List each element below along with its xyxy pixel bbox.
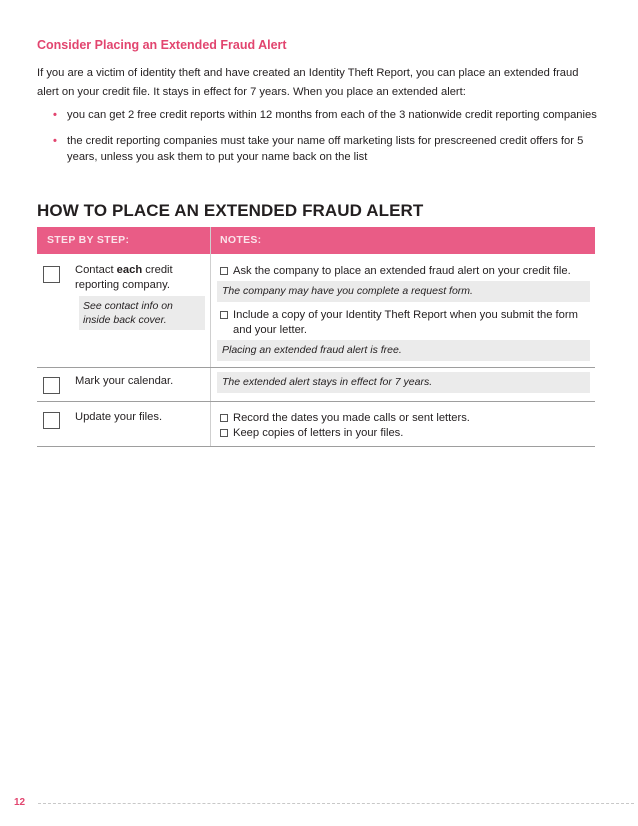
step-label: Mark your calendar.	[75, 375, 174, 387]
list-item	[53, 107, 601, 124]
step-checkbox[interactable]	[43, 266, 60, 283]
checkbox-icon	[220, 267, 228, 275]
footer-divider	[38, 803, 634, 804]
step-column-header: STEP BY STEP:	[47, 234, 130, 246]
checkbox-icon	[220, 414, 228, 422]
intro-heading: Consider Placing an Extended Fraud Alert	[37, 38, 287, 52]
row-divider	[37, 446, 595, 447]
section-title: HOW TO PLACE AN EXTENDED FRAUD ALERT	[37, 201, 424, 220]
note-item: Ask the company to place an extended fraud alert on your credit file.	[220, 264, 590, 279]
bullet-text: the credit reporting companies must take your name off marketing lists for prescreened credit offers for 5 years, unless you ask them to put your name back on the list	[67, 134, 584, 163]
step-label: Contact each credit reporting company.	[75, 264, 173, 291]
note-item: Record the dates you made calls or sent letters.	[220, 411, 590, 426]
bullet-icon: •	[53, 109, 57, 121]
page-number: 12	[14, 797, 26, 808]
checkbox-icon	[220, 429, 228, 437]
column-divider	[210, 227, 211, 447]
notes-column-header: NOTES:	[220, 234, 262, 246]
steps-table	[37, 227, 595, 447]
intro-paragraph: If you are a victim of identity theft and have created an Identity Theft Report, you can place an extended fraud alert on your credit file. It stays in effect for 7 years. When you place an extended alert:	[37, 67, 579, 98]
note-item: Keep copies of letters in your files.	[220, 426, 590, 441]
shaded-note: The company may have you complete a request form.	[217, 281, 590, 302]
table-header	[37, 227, 595, 254]
benefits-list	[53, 107, 601, 175]
row-divider	[37, 367, 595, 368]
contact-info-note: See contact info on inside back cover.	[79, 296, 205, 330]
row-divider	[37, 401, 595, 402]
note-item: Include a copy of your Identity Theft Report when you submit the form and your letter.	[220, 308, 590, 337]
step-checkbox[interactable]	[43, 377, 60, 394]
shaded-note: Placing an extended fraud alert is free.	[217, 340, 590, 361]
bullet-text: you can get 2 free credit reports within 12 months from each of the 3 nationwide credit reporting companies	[67, 109, 597, 121]
shaded-note: The extended alert stays in effect for 7 years.	[217, 372, 590, 393]
step-checkbox[interactable]	[43, 412, 60, 429]
checkbox-icon	[220, 311, 228, 319]
list-item	[53, 133, 601, 166]
bullet-icon: •	[53, 134, 57, 147]
step-label: Update your files.	[75, 411, 163, 423]
